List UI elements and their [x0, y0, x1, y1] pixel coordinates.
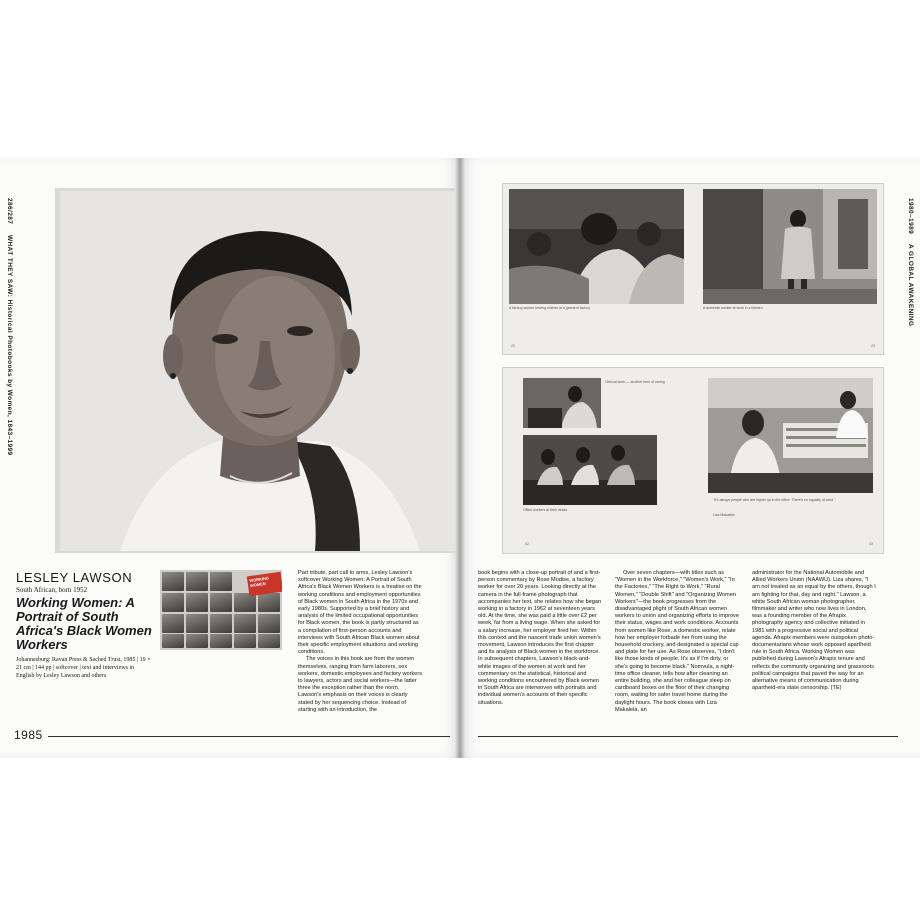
bottom-right-quote: "It's always people who are higher up in the office. There's no equality at work.": [713, 498, 836, 502]
right-page: [460, 158, 920, 758]
paragraph: The voices in this book are from the women themselves, ranging from farm laborers, sex workers, domestic employees and factory workers to lawyers, actors and social workers—the latter three the exception rather than the norm. Lawson's emphasis on their voices is clearly stated by her sequencing choice. Instead of starting with an introduction, the: [298, 656, 423, 713]
left-page-numbers: 286/287: [6, 198, 13, 225]
clerical-photo-1: [523, 378, 601, 428]
inner-page-number: 23: [871, 344, 875, 348]
book-gutter: [455, 158, 465, 758]
artist-name: LESLEY LAWSON: [16, 570, 133, 585]
inner-page-number: 43: [869, 542, 873, 546]
artist-origin: South African, born 1952: [16, 586, 88, 594]
factory-photo: [509, 189, 684, 304]
domestic-worker-photo: [703, 189, 877, 304]
paragraph: book begins with a close-up portrait of and a first-person commentary by Rose Modise, a factory worker for over 20 years. Looking directly at the camera in the full-frame photograph that accompanies her text, she relates how she began working in a factory in 1962 at seventeen years old. At the time, she was paid a little over £2 per week, far from a living wage. When she asked for a salary increase, her employer fired her. Within this context and the nascent trade union women's movement, Lawson introduces the first chapter and its analysis of Black women in the workforce. In subsequent chapters, Lawson's black-and-white images of the women at work and her commentary on the statistical, historical and working conditions encountered by Black women in South Africa are interwoven with portraits and individual women's accounts of their specific situations.: [478, 570, 602, 706]
paragraph: Part tribute, part call to arms, Lesley Lawson's softcover Working Women: A Portrait of South Africa's Black Women Workers is a treatise on the working conditions and employment opportunities of Black women in South Africa in the 1970s and early 1980s. Supported by a brief history and analysis of the limited occupational opportunities for Black women, the book is partly structured as a compilation of first-person accounts and interviews with South African Black women about their specific employment situations and working conditions.: [298, 570, 422, 656]
clerical-note: Clerical work — another form of caring: [605, 380, 665, 384]
text-column-3: [615, 570, 740, 714]
bottom-right-caption: Liza Makalela: [713, 513, 735, 517]
inner-spread-bottom: [503, 368, 883, 553]
top-left-caption: A factory worker sewing clothes at a garment factory: [509, 306, 591, 310]
paragraph: Over seven chapters—with titles such as "Women in the Workforce," "Women's Work," "In the Factories," "The Right to Work," "Rural Women," "Double Shift" and "Organizing Women Workers"—the book progresses from the disadvantaged plight of South African women workers to union and organizing efforts to improve their status, wages and work conditions. Accounts from women like Rose, a domestic worker, relate how her employer forbade her from using the household crockery, and designated a special cup and plate for her use. As Rose observes, "I don't like those kinds of people. It's as if I'm dirty, or she's going to become black." Nomvula, a night-time office cleaner, tells how after cleaning an entire building, she and her colleague sleep on cardboard boxes on the floor of their changing room, waiting for safer travel home during the daylight hours. The book closes with Liza Makalela, an: [615, 570, 739, 713]
cover-band-title: WORKING WOMEN: [249, 575, 270, 589]
left-book-title: WHAT THEY SAW: Historical Photobooks by Women, 1843–1999: [6, 234, 13, 456]
right-years: 1980–1989: [907, 198, 914, 235]
year-marker: 1985: [14, 728, 43, 742]
bottom-left-caption: Office workers at their desks: [523, 508, 568, 512]
inner-page-number: 42: [525, 542, 529, 546]
inner-spread-top: [503, 184, 883, 354]
portrait-illustration: [60, 191, 455, 551]
book-title: Working Women: A Portrait of South Africa's Black Women Workers: [16, 595, 152, 652]
publication-details: Johannesburg: Ravan Press & Sached Trust, 1985 | 19 × 21 cm | 144 pp | softcover | text and interviews in English by Lesley Lawson and others: [16, 657, 151, 679]
inner-page-number: 22: [511, 344, 515, 348]
left-page: [0, 158, 460, 758]
portrait-photo: [60, 191, 455, 551]
year-rule: [48, 736, 450, 737]
paragraph: administrator for the National Automobile and Allied Workers Union (NAAWU). Liza shares, "I am not treated as an equal by the others, though I am fighting for that, day and night." Lawson, a white South African woman photographer, filmmaker and writer who now lives in London, was a founding member of the Afrapix photography agency and collective initiated in 1981 with a progressive social and political agenda. Afrapix members were outspoken photo-documentarians whose work opposed apartheid rule in South Africa. Working Women was published during Lawson's Afrapix tenure and reflects the community organizing and grassroots political campaigns that paved the way for an alternative means of communication during apartheid-era state censorship. (TE): [752, 570, 876, 692]
liza-makalela-photo: [708, 378, 873, 493]
left-running-head: [6, 198, 13, 463]
book-cover-thumbnail: [160, 570, 282, 650]
right-section-title: A GLOBAL AWAKENING: [907, 244, 914, 327]
text-column-2: [478, 570, 603, 707]
text-column-4: [752, 570, 877, 692]
office-workers-photo: [523, 435, 657, 505]
top-right-caption: A domestic worker at work in a kitchen: [703, 306, 763, 310]
book-spread: [0, 158, 920, 758]
right-running-head: [907, 198, 914, 335]
text-column-1: [298, 570, 423, 714]
right-page-rule: [478, 736, 898, 737]
